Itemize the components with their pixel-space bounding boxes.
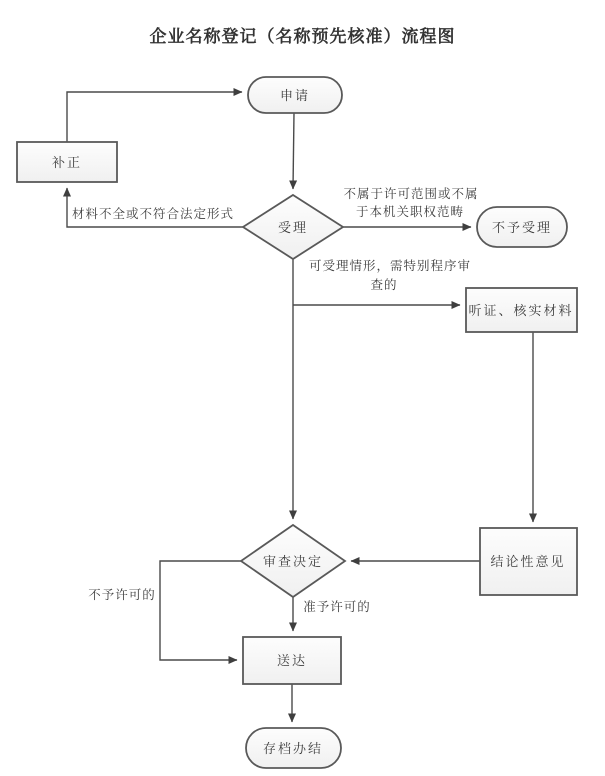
label-special-review-line2: 查的 (370, 278, 398, 292)
node-delivery (243, 637, 341, 684)
node-decision (241, 525, 345, 597)
label-not-in-scope-line2: 于本机关职权范畴 (355, 205, 465, 219)
label-incomplete-materials: 材料不全或不符合法定形式 (71, 207, 235, 221)
edge-apply-to-acceptance (293, 113, 294, 189)
decision-label: 审查决定 (262, 554, 324, 569)
apply-label: 申请 (279, 88, 311, 103)
node-correction (17, 142, 117, 182)
node-conclusion (480, 528, 577, 595)
node-archive (246, 728, 341, 768)
flowchart-title: 企业名称登记（名称预先核准）流程图 (149, 27, 456, 46)
hearing-label: 听证、核实材料 (468, 303, 574, 318)
correction-label: 补正 (51, 155, 83, 170)
edge-decision-to-delivery-left (160, 561, 241, 660)
node-reject (477, 207, 567, 247)
label-permitted: 准予许可的 (303, 600, 371, 614)
label-not-in-scope-line1: 不属于许可范围或不属 (343, 187, 479, 201)
node-apply (248, 77, 342, 113)
conclusion-label: 结论性意见 (490, 554, 566, 569)
edge-correction-to-apply (67, 92, 242, 142)
node-hearing (466, 288, 577, 332)
label-special-review-line1: 可受理情形，需特别程序审 (308, 259, 472, 273)
delivery-label: 送达 (276, 653, 308, 668)
node-acceptance (243, 195, 343, 259)
reject-label: 不予受理 (491, 220, 553, 235)
acceptance-label: 受理 (277, 220, 309, 235)
label-not-permitted: 不予许可的 (88, 588, 156, 602)
archive-label: 存档办结 (262, 741, 324, 756)
